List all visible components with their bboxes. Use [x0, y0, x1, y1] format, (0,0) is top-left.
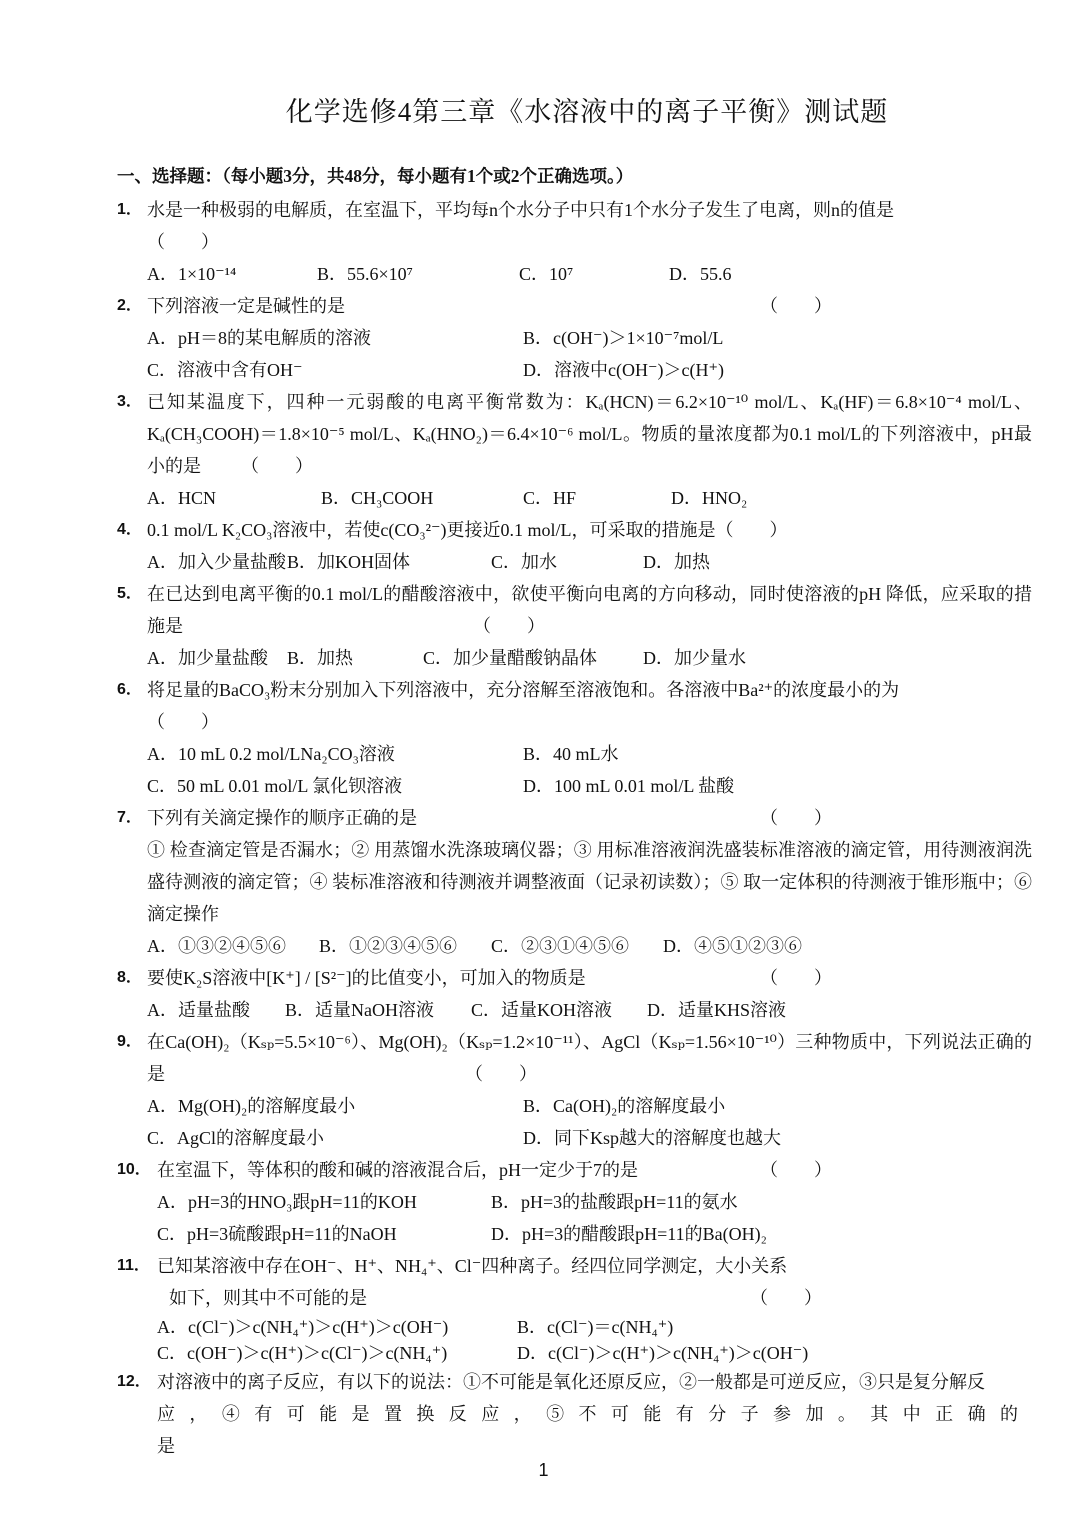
- options: [117, 1090, 1032, 1122]
- option-c: C．溶液中含有OH⁻: [147, 360, 303, 380]
- options: [117, 322, 1032, 354]
- option-a: A．适量盐酸: [147, 1000, 250, 1020]
- option-d: D．溶液中c(OH⁻)＞c(H⁺): [523, 360, 724, 380]
- option-b: B．pH=3的盐酸跟pH=11的氨水: [491, 1192, 738, 1212]
- question-7: [117, 802, 1032, 834]
- option-b: B．适量NaOH溶液: [285, 1000, 434, 1020]
- answer-paren: （ ）: [760, 296, 832, 316]
- option-a: A．10 mL 0.2 mol/LNa₂CO₃溶液: [147, 744, 395, 764]
- question-number: 5．: [117, 585, 142, 602]
- question-text: 在室温下，等体积的酸和碱的溶液混合后，pH一定少于7的是: [157, 1160, 638, 1180]
- question-text: 已知某温度下，四种一元弱酸的电离平衡常数为：Kₐ(HCN)＝6.2×10⁻¹⁰ mol/L、Kₐ(HF)＝6.8×10⁻⁴ mol/L、Kₐ(CH₃COOH)＝1.8×10⁻⁵ mol/L、Kₐ(HNO₂)＝6.4×10⁻⁶ mol/L。物质的量浓度都为0.1 mol/L的下列溶液中，pH最小的是: [147, 392, 1032, 476]
- option-d: D．100 mL 0.01 mol/L 盐酸: [523, 776, 735, 796]
- question-number: 10．: [117, 1161, 151, 1178]
- options: [117, 258, 1032, 290]
- option-b: B．加KOH固体: [287, 552, 411, 572]
- option-b: B．CH₃COOH: [321, 488, 434, 508]
- option-b: B．40 mL水: [523, 744, 619, 764]
- option-c: C．c(OH⁻)＞c(H⁺)＞c(Cl⁻)＞c(NH₄⁺): [157, 1343, 448, 1363]
- option-c: C．AgCl的溶解度最小: [147, 1128, 325, 1148]
- question-text: 要使K₂S溶液中[K⁺] / [S²⁻]的比值变小，可加入的物质是: [147, 968, 586, 988]
- option-a: A．pH=3的HNO₃跟pH=11的KOH: [157, 1192, 417, 1212]
- answer-paren: （ ）: [750, 1288, 822, 1308]
- options: [117, 546, 1032, 578]
- option-c: C．加水: [491, 552, 558, 572]
- question-text: 下列溶液一定是碱性的是: [147, 296, 345, 316]
- page-title: 化学选修4第三章《水溶液中的离子平衡》测试题: [285, 97, 889, 127]
- question-text: 下列有关滴定操作的顺序正确的是: [147, 808, 417, 828]
- option-c: C．pH=3硫酸跟pH=11的NaOH: [157, 1224, 397, 1244]
- options: [117, 770, 1032, 802]
- option-c: C．50 mL 0.01 mol/L 氯化钡溶液: [147, 776, 403, 796]
- question-2: [117, 290, 1032, 322]
- options: [117, 994, 1032, 1026]
- answer-paren: （ ）: [473, 616, 545, 636]
- question-text: 在Ca(OH)₂（Kₛₚ=5.5×10⁻⁶）、Mg(OH)₂（Kₛₚ=1.2×10⁻¹¹）、AgCl（Kₛₚ=1.56×10⁻¹⁰）三种物质中，下列说法正确的是: [147, 1032, 1032, 1084]
- question-number: 8．: [117, 969, 142, 986]
- question-5: [117, 578, 1032, 642]
- options: [117, 738, 1032, 770]
- answer-paren: （ ）: [241, 456, 313, 476]
- option-c: C．HF: [523, 488, 577, 508]
- question-number: 3．: [117, 393, 142, 410]
- question-text: 已知某溶液中存在OH⁻、H⁺、NH₄⁺、Cl⁻四种离子。经四位同学测定，大小关系: [157, 1256, 788, 1276]
- answer-paren: （ ）: [760, 808, 832, 828]
- answer-paren: （ ）: [465, 1064, 537, 1084]
- options: [117, 930, 1032, 962]
- option-a: A．c(Cl⁻)＞c(NH₄⁺)＞c(H⁺)＞c(OH⁻): [157, 1317, 449, 1337]
- question-number: 9．: [117, 1033, 142, 1050]
- question-4: [117, 514, 1032, 546]
- options: [117, 1186, 1032, 1218]
- option-a: A．HCN: [147, 488, 217, 508]
- options: [117, 1314, 1032, 1340]
- option-d: D．c(Cl⁻)＞c(H⁺)＞c(NH₄⁺)＞c(OH⁻): [517, 1343, 809, 1363]
- question-10: [117, 1154, 1032, 1186]
- option-a: A．Mg(OH)₂的溶解度最小: [147, 1096, 356, 1116]
- option-d: D．同下Ksp越大的溶解度也越大: [523, 1128, 782, 1148]
- question-6: [117, 674, 1032, 738]
- answer-paren: （ ）: [760, 1160, 832, 1180]
- question-1: [117, 194, 1032, 258]
- option-b: B．55.6×10⁷: [317, 264, 413, 284]
- option-d: D．加热: [643, 552, 710, 572]
- options: [117, 482, 1032, 514]
- option-c: C．10⁷: [519, 264, 574, 284]
- option-b: B．c(OH⁻)＞1×10⁻⁷mol/L: [523, 328, 724, 348]
- page-number: 1: [538, 1460, 549, 1480]
- question-3: [117, 386, 1032, 482]
- question-number: 4．: [117, 521, 142, 538]
- option-d: D．HNO₂: [671, 488, 748, 508]
- question-text: 0.1 mol/L K₂CO₃溶液中，若使c(CO₃²⁻)更接近0.1 mol/L，可采取的措施是（ ）: [147, 520, 788, 540]
- option-d: D．④⑤①②③⑥: [663, 936, 802, 956]
- answer-paren: （ ）: [760, 968, 832, 988]
- option-a: A．加入少量盐酸: [147, 552, 286, 572]
- question-text: 将足量的BaCO₃粉末分别加入下列溶液中，充分溶解至溶液饱和。各溶液中Ba²⁺的浓度最小的为: [147, 680, 900, 700]
- question-12: [117, 1366, 1032, 1462]
- question-steps: ① 检查滴定管是否漏水；② 用蒸馏水洗涤玻璃仪器；③ 用标准溶液润洗盛装标准溶液的滴定管，用待测液润洗盛待测液的滴定管；④ 装标准溶液和待测液并调整液面（记录初读数）；⑤ 取一定体积的待测液于锥形瓶中；⑥ 滴定操作: [147, 840, 1032, 924]
- option-c: C．加少量醋酸钠晶体: [423, 648, 598, 668]
- question-text: 对溶液中的离子反应，有以下的说法：①不可能是氧化还原反应，②一般都是可逆反应，③只是复分解反: [157, 1372, 985, 1392]
- question-text: 在已达到电离平衡的0.1 mol/L的醋酸溶液中，欲使平衡向电离的方向移动，同时使溶液的pH 降低，应采取的措施是: [147, 584, 1032, 636]
- option-d: D．pH=3的醋酸跟pH=11的Ba(OH)₂: [491, 1224, 767, 1244]
- option-d: D．55.6: [669, 264, 732, 284]
- question-text: 水是一种极弱的电解质，在室温下，平均每n个水分子中只有1个水分子发生了电离，则n的值是: [147, 200, 894, 220]
- option-a: A．加少量盐酸: [147, 648, 268, 668]
- option-a: A．①③②④⑤⑥: [147, 936, 286, 956]
- option-a: A．1×10⁻¹⁴: [147, 264, 237, 284]
- options: [117, 642, 1032, 674]
- option-c: C．适量KOH溶液: [471, 1000, 613, 1020]
- options: [117, 354, 1032, 386]
- question-number: 2．: [117, 297, 142, 314]
- answer-paren: （ ）: [147, 712, 219, 732]
- question-text-continued: 应，④有可能是置换反应，⑤不可能有分子参加。其中正确的是: [157, 1404, 1032, 1456]
- option-a: A．pH＝8的某电解质的溶液: [147, 328, 371, 348]
- question-number: 11．: [117, 1257, 150, 1274]
- question-11: [117, 1250, 1032, 1314]
- option-d: D．适量KHS溶液: [647, 1000, 787, 1020]
- options: [117, 1218, 1032, 1250]
- option-d: D．加少量水: [643, 648, 746, 668]
- options: [117, 1122, 1032, 1154]
- option-b: B．①②③④⑤⑥: [319, 936, 458, 956]
- options: [117, 1340, 1032, 1366]
- option-b: B．c(Cl⁻)＝c(NH₄⁺): [517, 1317, 674, 1337]
- question-9: [117, 1026, 1032, 1090]
- question-number: 12．: [117, 1373, 151, 1390]
- answer-paren: （ ）: [147, 232, 219, 252]
- question-number: 1．: [117, 201, 142, 218]
- question-number: 7．: [117, 809, 142, 826]
- option-b: B．加热: [287, 648, 354, 668]
- question-number: 6．: [117, 681, 142, 698]
- question-text-continued: 如下，则其中不可能的是: [169, 1288, 367, 1308]
- option-b: B．Ca(OH)₂的溶解度最小: [523, 1096, 726, 1116]
- option-c: C．②③①④⑤⑥: [491, 936, 630, 956]
- section-heading: 一、选择题：（每小题3分，共48分，每小题有1个或2个正确选项。）: [117, 166, 634, 186]
- question-8: [117, 962, 1032, 994]
